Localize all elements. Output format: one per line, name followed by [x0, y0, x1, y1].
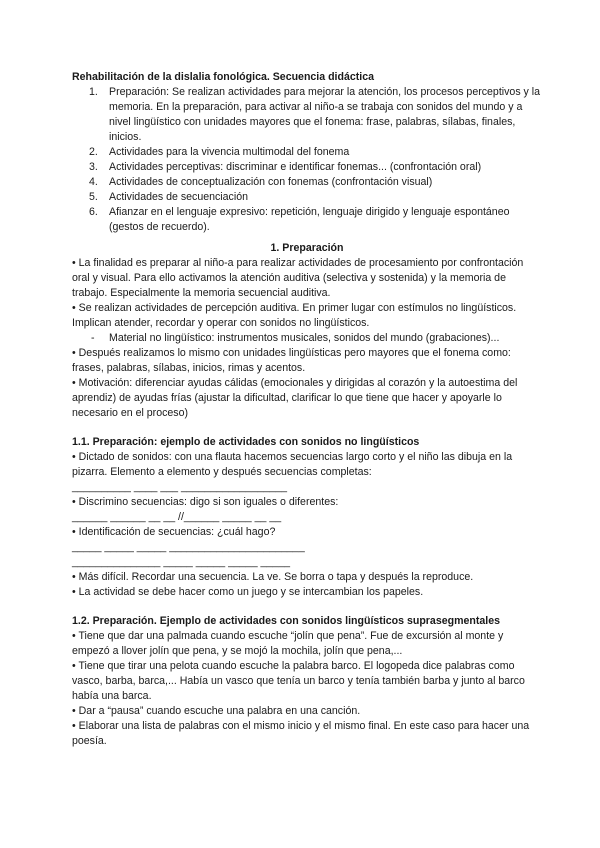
paragraph: • Después realizamos lo mismo con unidades lingüísticas pero mayores que el fonema como: frases, palabras, sílabas, inicios, rimas y acentos. — [72, 347, 511, 374]
section-heading: 1. Preparación — [270, 242, 344, 254]
dash-marker: - — [91, 332, 95, 344]
list-text: Actividades perceptivas: discriminar e identificar fonemas... (confrontación oral) — [109, 161, 482, 173]
paragraph: • Se realizan actividades de percepción auditiva. En primer lugar con estímulos no lingüísticos. Implican atender, recordar y operar con sonidos no lingüísticos. — [72, 302, 517, 329]
list-number: 4. — [89, 176, 98, 188]
paragraph: • Motivación: diferenciar ayudas cálidas (emocionales y dirigidas al corazón y la autoestima del aprendiz) de ayudas frías (ajustar la dificultad, clarificar lo que tiene que hacer y apoyarle lo necesario en el proceso) — [72, 377, 518, 419]
list-number: 5. — [89, 191, 98, 203]
document-page — [72, 70, 542, 749]
paragraph: • Dar a “pausa” cuando escuche una palabra en una canción. — [72, 705, 361, 717]
list-item — [72, 205, 542, 235]
paragraph: • Elaborar una lista de palabras con el mismo inicio y el mismo final. En este caso para hacer una poesía. — [72, 720, 530, 747]
paragraph: • Dictado de sonidos: con una flauta hacemos secuencias largo corto y el niño las dibuja en la pizarra. Elemento a elemento y después secuencias completas: — [72, 451, 513, 478]
list-item — [72, 85, 542, 145]
blank-sequence-line: __________ ____ ___ __________________ — [72, 481, 288, 493]
list-item — [72, 190, 542, 205]
list-number: 3. — [89, 161, 98, 173]
list-text: Actividades para la vivencia multimodal del fonema — [109, 146, 350, 158]
blank-sequence-line: ______ ______ __ __ //______ _____ __ __ — [72, 511, 282, 523]
paragraph: • La finalidad es preparar al niño-a para realizar actividades de procesamiento por confrontación oral y visual. Para ello activamos la atención auditiva (selectiva y sostenida) y la memoria de trabajo. Especialmente la memoria secuencial auditiva. — [72, 257, 524, 299]
didactic-sequence-list — [72, 85, 542, 235]
dash-list-item — [72, 331, 542, 346]
document-title: Rehabilitación de la dislalia fonológica. Secuencia didáctica — [72, 71, 375, 83]
blank-sequence-line: _____ _____ _____ _______________________ — [72, 541, 305, 553]
paragraph: • La actividad se debe hacer como un juego y se intercambian los papeles. — [72, 586, 424, 598]
list-number: 1. — [89, 86, 98, 98]
list-text: Actividades de secuenciación — [109, 191, 248, 203]
list-text: Afianzar en el lenguaje expresivo: repetición, lenguaje dirigido y lenguaje espontáneo (gestos de recuerdo). — [109, 206, 510, 233]
list-item — [72, 145, 542, 160]
list-number: 6. — [89, 206, 98, 218]
list-item — [72, 160, 542, 175]
list-item — [72, 175, 542, 190]
dash-text: Material no lingüístico: instrumentos musicales, sonidos del mundo (grabaciones)... — [109, 332, 500, 344]
paragraph: • Tiene que tirar una pelota cuando escuche la palabra barco. El logopeda dice palabras como vasco, barba, barca,... Había un vasco que tenía un barco y tenía también barba y junto al barco había una barca. — [72, 660, 525, 702]
list-number: 2. — [89, 146, 98, 158]
paragraph: • Identificación de secuencias: ¿cuál hago? — [72, 526, 276, 538]
paragraph: • Tiene que dar una palmada cuando escuche “jolín que pena”. Fue de excursión al monte y empezó a llover jolín que pena, y se mojó la mochila, jolín que pena,... — [72, 630, 504, 657]
paragraph: • Más difícil. Recordar una secuencia. La ve. Se borra o tapa y después la reproduce. — [72, 571, 474, 583]
subsection-heading: 1.2. Preparación. Ejemplo de actividades con sonidos lingüísticos suprasegmentales — [72, 615, 501, 627]
subsection-heading: 1.1. Preparación: ejemplo de actividades con sonidos no lingüísticos — [72, 436, 420, 448]
blank-sequence-line: _______________ _____ _____ _____ _____ — [72, 556, 290, 568]
list-text: Preparación: Se realizan actividades para mejorar la atención, los procesos perceptivos y la memoria. En la preparación, para activar al niño-a se trabaja con sonidos del mundo y a nivel lingüístico con unidades mayores que el fonema: frase, palabras, sílabas, finales, inicios. — [109, 86, 541, 143]
paragraph: • Discrimino secuencias: digo si son iguales o diferentes: — [72, 496, 339, 508]
list-text: Actividades de conceptualización con fonemas (confrontación visual) — [109, 176, 433, 188]
